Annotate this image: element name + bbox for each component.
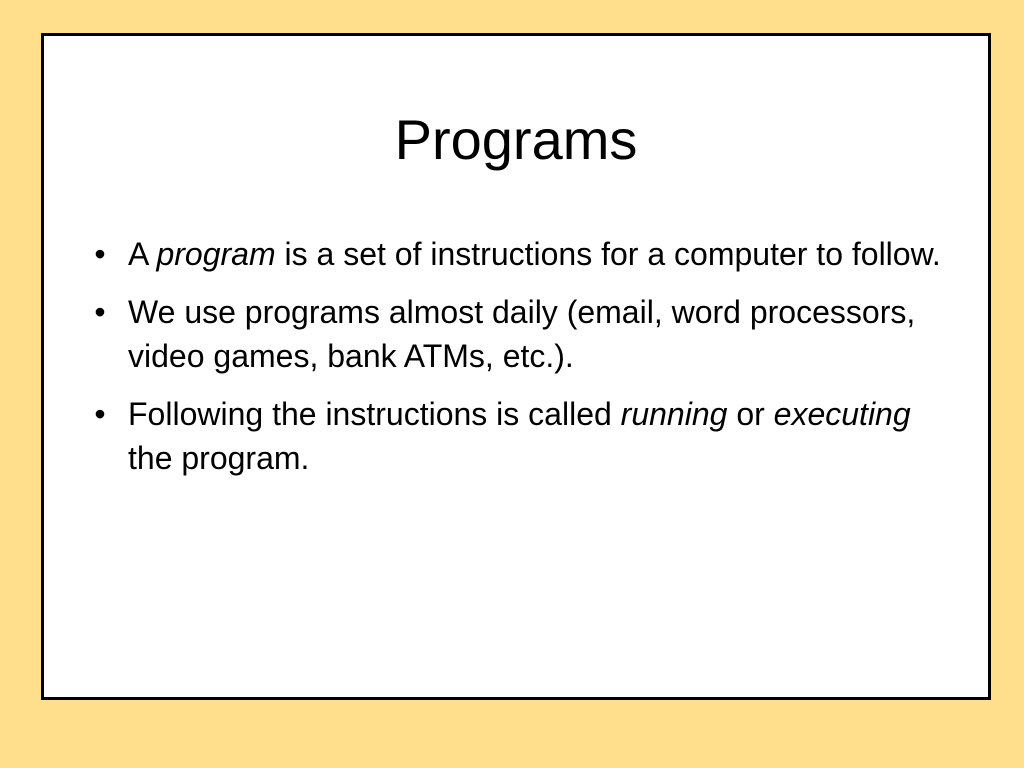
slide-frame <box>41 33 991 700</box>
bullet-item-2 <box>90 290 950 378</box>
bullet-segment: is a set of instructions for a computer to follow. <box>275 236 941 272</box>
bullet-segment-italic: program <box>156 236 276 272</box>
bullet-segment: A <box>128 236 157 272</box>
bullet-segment-italic: running <box>620 396 728 432</box>
bullet-marker: • <box>94 294 106 330</box>
bullet-segment: or <box>727 396 774 432</box>
bullet-list <box>90 232 950 494</box>
bullet-item-1 <box>90 232 950 276</box>
bullet-marker: • <box>94 236 106 272</box>
bullet-segment: Following the instructions is called <box>128 396 621 432</box>
bullet-segment: We use programs almost daily (email, word processors, video games, bank ATMs, etc.). <box>128 294 916 374</box>
bullet-item-3 <box>90 392 950 480</box>
bullet-segment: the program. <box>128 440 310 476</box>
bullet-segment-italic: executing <box>773 396 911 432</box>
slide-title: Programs <box>394 108 638 171</box>
bullet-marker: • <box>94 396 106 432</box>
